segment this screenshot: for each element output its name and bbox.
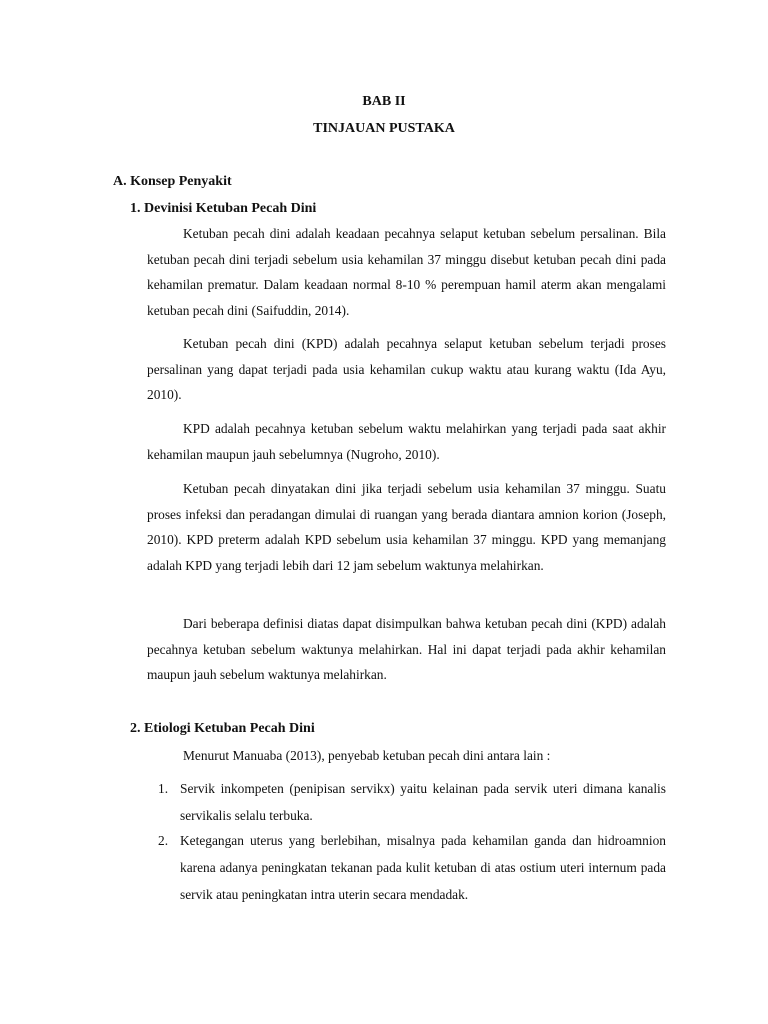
list-item-number: 2. [158,833,169,848]
list-item-text: Ketegangan uterus yang berlebihan, misalnya pada kehamilan ganda dan hidroamnion karena adanya peningkatan tekanan pada kulit ketuban di atas ostium uteri internum pada servik atau peningkatan intra uterin secara mendadak. [180,833,666,902]
paragraph-5: Dari beberapa definisi diatas dapat disimpulkan bahwa ketuban pecah dini (KPD) adalah pecahnya ketuban sebelum waktunya melahirkan. Hal ini dapat terjadi pada akhir kehamilan maupun jauh sebelum waktunya melahirkan. [147,616,666,682]
list-item-number: 1. [158,781,169,796]
paragraph-2: Ketuban pecah dini (KPD) adalah pecahnya selaput ketuban sebelum terjadi proses persalinan yang dapat terjadi pada usia kehamilan cukup waktu atau kurang waktu (Ida Ayu, 2010). [147,336,666,402]
chapter-heading: BAB II [362,94,406,109]
list-item [158,827,666,908]
section-heading-a: A. Konsep Penyakit [113,174,232,189]
subsection-heading-1: 1. Devinisi Ketuban Pecah Dini [130,201,317,216]
list-intro: Menurut Manuaba (2013), penyebab ketuban pecah dini antara lain : [183,748,551,763]
paragraph-3: KPD adalah pecahnya ketuban sebelum waktu melahirkan yang terjadi pada saat akhir kehamilan maupun jauh sebelumnya (Nugroho, 2010). [147,421,666,462]
subsection-heading-2: 2. Etiologi Ketuban Pecah Dini [130,721,315,736]
paragraph-1: Ketuban pecah dini adalah keadaan pecahnya selaput ketuban sebelum persalinan. Bila ketuban pecah dini terjadi sebelum usia kehamilan 37 minggu disebut ketuban pecah dini pada kehamilan prematur. Dalam keadaan normal 8-10 % perempuan hamil aterm akan mengalami ketuban pecah dini (Saifuddin, 2014). [147,226,666,318]
list-item [158,775,666,829]
paragraph-4: Ketuban pecah dinyatakan dini jika terjadi sebelum usia kehamilan 37 minggu. Suatu proses infeksi dan peradangan dimulai di ruangan yang berada diantara amnion korion (Joseph, 2010). KPD preterm adalah KPD sebelum usia kehamilan 37 minggu. KPD yang memanjang adalah KPD yang terjadi lebih dari 12 jam sebelum waktunya melahirkan. [147,481,666,573]
chapter-title: TINJAUAN PUSTAKA [313,121,455,136]
list-item-text: Servik inkompeten (penipisan servikx) yaitu kelainan pada servik uteri dimana kanalis servikalis selalu terbuka. [180,781,666,823]
